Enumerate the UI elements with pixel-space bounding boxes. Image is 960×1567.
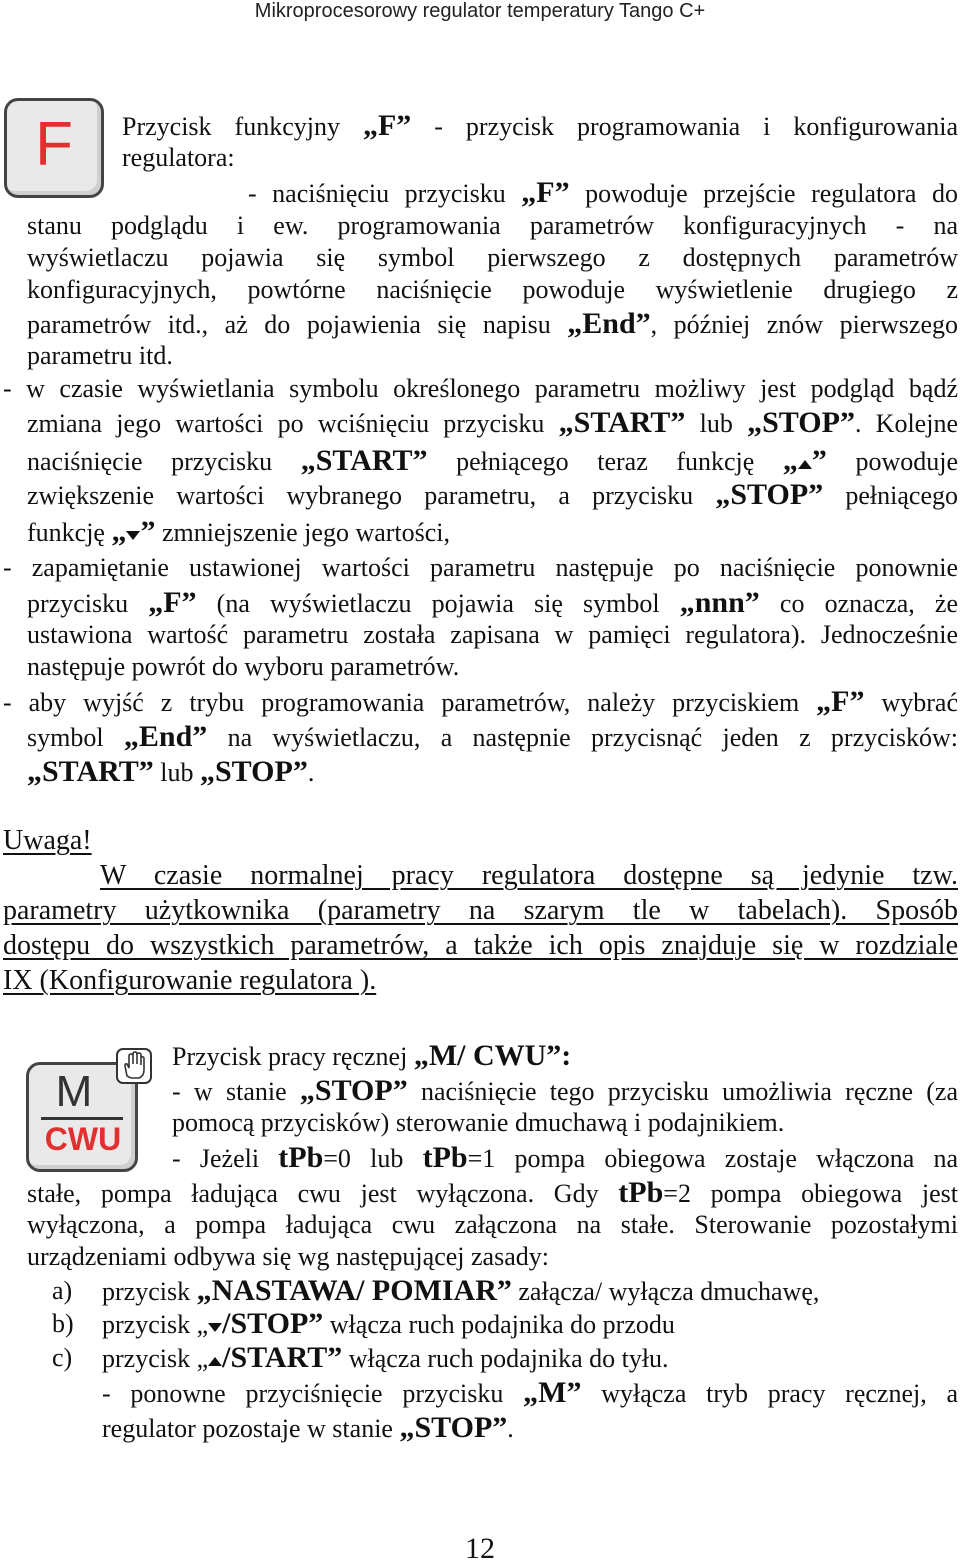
down-arrow-icon <box>208 1323 222 1332</box>
f-line-20: „START” lub „STOP”. <box>27 755 315 788</box>
f-key-icon <box>4 98 104 198</box>
list-item-c: przycisk „ /START” włącza ruch podajnika do tyłu. <box>102 1341 669 1374</box>
f-line-11: naciśnięcie przycisku „START” pełniącego teraz funkcję „ ” powoduje <box>27 444 958 477</box>
m-line-1: Przycisk pracy ręcznej „M/ CWU”: <box>172 1039 572 1072</box>
m-line-3: pomocą przycisków) sterowanie dmuchawą i podajnikiem. <box>172 1108 785 1137</box>
m-line-8: - ponowne przyciśnięcie przycisku „M” wyłącza tryb pracy ręcznej, a <box>102 1376 958 1409</box>
f-line-14: - zapamiętanie ustawionej wartości parametru następuje po naciśnięcie ponownie <box>3 553 958 582</box>
list-item-a-letter: a) <box>52 1276 73 1305</box>
f-line-2: regulatora: <box>122 143 235 172</box>
f-line-6: konfiguracyjnych, powtórne naciśnięcie powoduje wyświetlenie drugiego z <box>27 275 958 304</box>
note-line-3: dostępu do wszystkich parametrów, a także ich opis znajduje się w rozdziale <box>3 930 958 961</box>
note-title: Uwaga! <box>3 825 92 856</box>
f-line-12: zwiększenie wartości wybranego parametru, a przycisku „STOP” pełniącego <box>27 478 959 511</box>
m-line-2: - w stanie „STOP” naciśnięcie tego przycisku umożliwia ręczne (za <box>172 1074 958 1107</box>
f-line-8: parametru itd. <box>27 341 173 370</box>
list-item-c-letter: c) <box>52 1343 73 1372</box>
hand-icon <box>116 1048 152 1084</box>
down-arrow-icon <box>126 531 140 540</box>
f-line-17: następuje powrót do wyboru parametrów. <box>27 652 460 681</box>
note-line-4: IX (Konfigurowanie regulatora ). <box>3 965 377 996</box>
f-line-10: zmiana jego wartości po wciśnięciu przycisku „START” lub „STOP”. Kolejne <box>27 406 958 439</box>
f-key-label: F <box>35 110 73 179</box>
m-key-label: M <box>55 1067 93 1116</box>
f-line-1: Przycisk funkcyjny „F” - przycisk programowania i konfigurowania <box>122 109 958 142</box>
f-line-9: - w czasie wyświetlania symbolu określonego parametru możliwy jest podgląd bądź <box>3 374 958 403</box>
f-line-19: symbol „End” na wyświetlaczu, a następnie przycisnąć jeden z przycisków: <box>27 720 958 753</box>
f-line-7: parametrów itd., aż do pojawienia się napisu „End”, później znów pierwszego <box>27 307 958 340</box>
up-arrow-icon <box>208 1357 222 1366</box>
f-line-5: wyświetlaczu pojawia się symbol pierwszego z dostępnych parametrów <box>27 243 958 272</box>
f-line-4: stanu podglądu i ew. programowania parametrów konfiguracyjnych - na <box>27 211 958 240</box>
note-line-2: parametry użytkownika (parametry na szarym tle w tabelach). Sposób <box>3 895 958 926</box>
list-item-b-letter: b) <box>52 1309 74 1338</box>
note-line-1: W czasie normalnej pracy regulatora dostępne są jedynie tzw. <box>100 860 958 891</box>
list-item-b: przycisk „ /STOP” włącza ruch podajnika do przodu <box>102 1307 675 1340</box>
m-line-7: urządzeniami odbywa się wg następującej zasady: <box>27 1242 549 1271</box>
f-line-18: - aby wyjść z trybu programowania parametrów, należy przyciskiem „F” wybrać <box>3 685 958 718</box>
f-line-13: funkcję „ ” zmniejszenie jego wartości, <box>27 515 451 548</box>
m-line-6: wyłączona, a pompa ładująca cwu załączona na stałe. Sterowanie pozostałymi <box>27 1210 958 1239</box>
f-line-16: ustawiona wartość parametru została zapisana w pamięci regulatora). Jednocześnie <box>27 620 958 649</box>
page-header: Mikroprocesorowy regulator temperatury Tango C+ <box>254 0 706 22</box>
cwu-key-label: CWU <box>44 1121 122 1157</box>
m-line-9: regulator pozostaje w stanie „STOP”. <box>102 1411 514 1444</box>
up-arrow-icon <box>798 460 812 469</box>
f-line-15: przycisku „F” (na wyświetlaczu pojawia się symbol „nnn” co oznacza, że <box>27 586 959 619</box>
m-line-4: - Jeżeli tPb=0 lub tPb=1 pompa obiegowa zostaje włączona na <box>172 1141 959 1174</box>
f-line-3: - naciśnięciu przycisku „F” powoduje przejście regulatora do <box>248 176 958 209</box>
m-key-divider <box>41 1117 123 1120</box>
m-line-5: stałe, pompa ładująca cwu jest wyłączona. Gdy tPb=2 pompa obiegowa jest <box>27 1176 958 1209</box>
list-item-a: przycisk „NASTAWA/ POMIAR” załącza/ wyłącza dmuchawę, <box>102 1274 820 1307</box>
page-number: 12 <box>465 1532 495 1565</box>
